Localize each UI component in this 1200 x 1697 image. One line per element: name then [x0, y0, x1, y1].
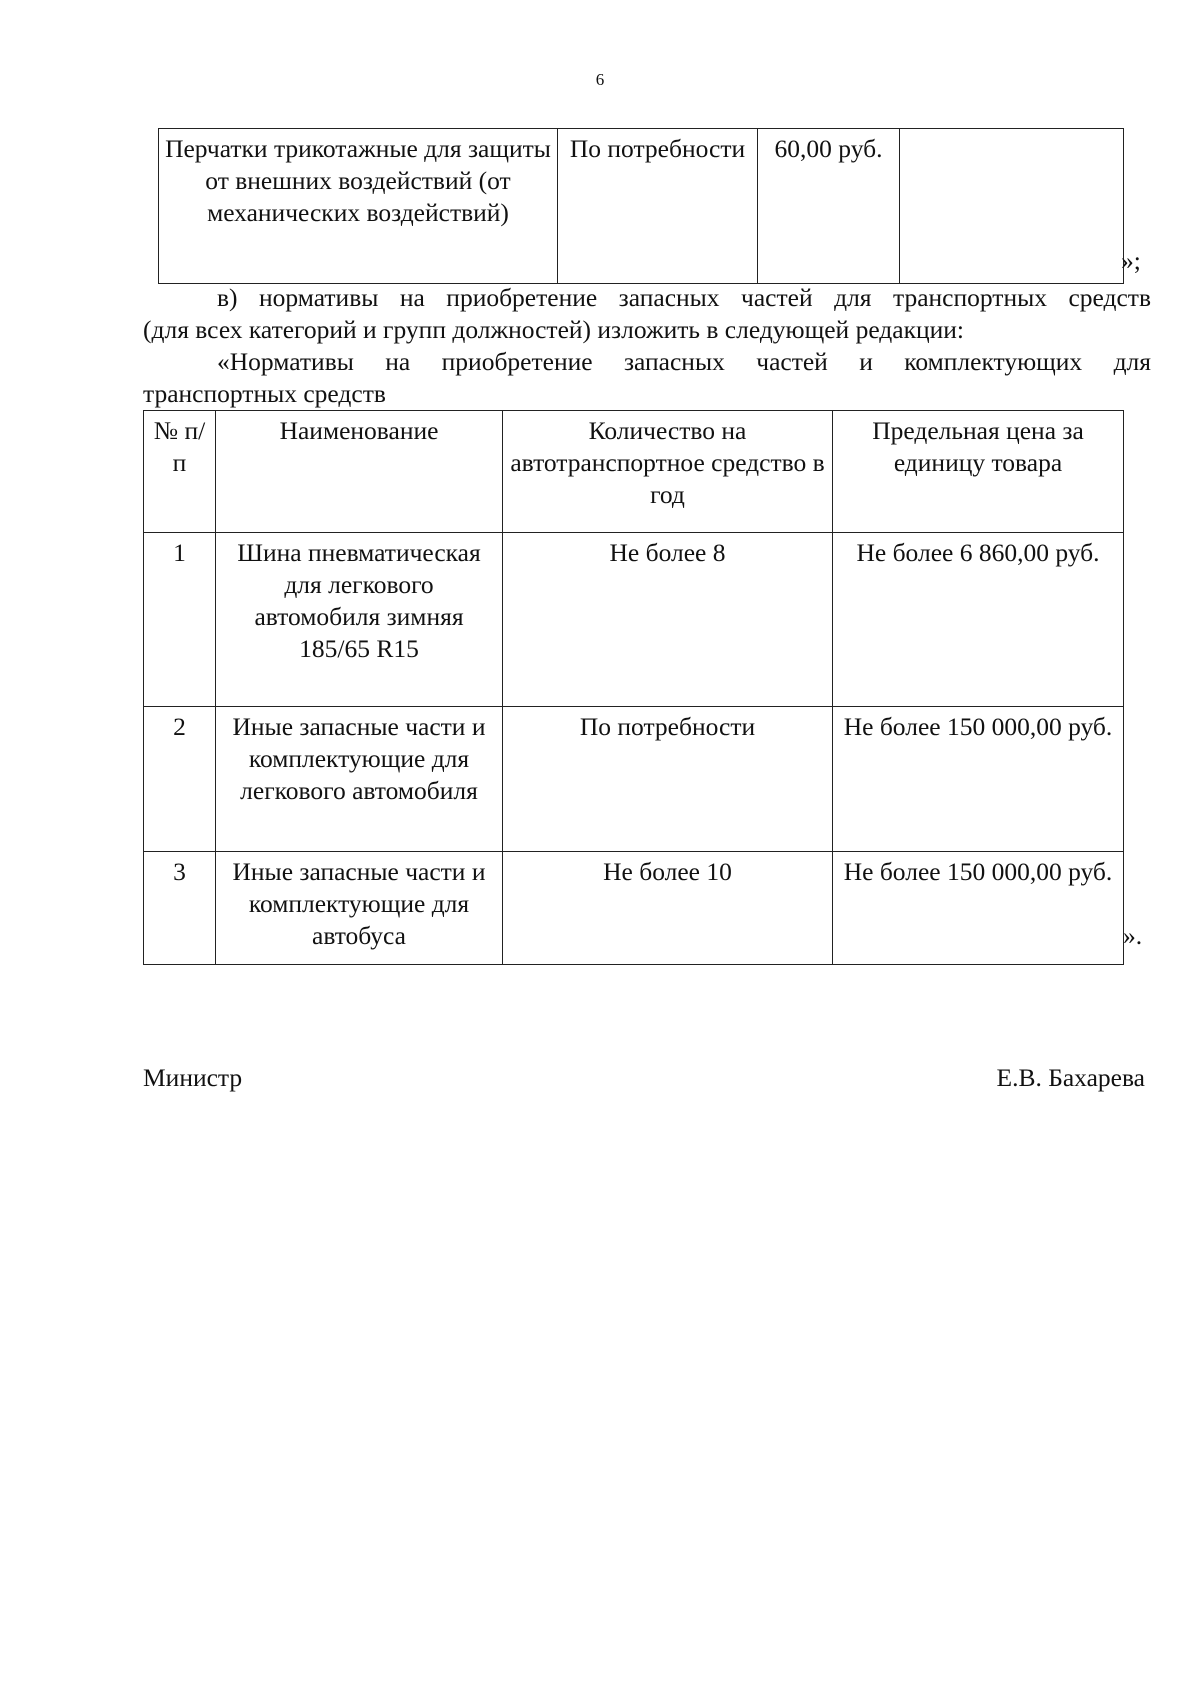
- row-name: Иные запасные части и комплектующие для автобуса: [216, 852, 503, 965]
- page-number: 6: [595, 70, 605, 89]
- row-quantity: По потребности: [503, 707, 833, 852]
- row-num: 2: [144, 707, 216, 852]
- table-row: [144, 533, 1124, 707]
- header-quantity: Количество на автотранспортное средство в год: [503, 411, 833, 533]
- cell-quantity: По потребности: [558, 129, 758, 284]
- row-name: Шина пневматическая для легкового автомобиля зимняя 185/65 R15: [216, 533, 503, 707]
- row-price: Не более 150 000,00 руб.: [833, 852, 1124, 965]
- header-num: № п/п: [144, 411, 216, 533]
- row-num: 1: [144, 533, 216, 707]
- spare-parts-table: [143, 410, 1124, 965]
- table-heading-line-2: транспортных средств: [143, 379, 386, 408]
- paragraph-b: [143, 282, 1151, 346]
- signatory-name: Е.В. Бахарева: [996, 1063, 1145, 1092]
- header-price: Предельная цена за единицу товара: [833, 411, 1124, 533]
- table-header-row: [144, 411, 1124, 533]
- row-quantity: Не более 10: [503, 852, 833, 965]
- row-price: Не более 6 860,00 руб.: [833, 533, 1124, 707]
- cell-price: 60,00 руб.: [758, 129, 900, 284]
- table-row: [144, 707, 1124, 852]
- table-heading: [143, 346, 1151, 410]
- paragraph-b-line-2: (для всех категорий и групп должностей) изложить в следующей редакции:: [143, 315, 965, 344]
- table-row: [144, 852, 1124, 965]
- row-quantity: Не более 8: [503, 533, 833, 707]
- continued-table: [158, 128, 1124, 284]
- header-name: Наименование: [216, 411, 503, 533]
- signatory-position: Министр: [143, 1063, 243, 1092]
- closing-quote: »;: [1121, 246, 1141, 275]
- row-name: Иные запасные части и комплектующие для легкового автомобиля: [216, 707, 503, 852]
- cell-extra: [900, 129, 1124, 284]
- table-row: [159, 129, 1124, 284]
- paragraph-b-line-1: в) нормативы на приобретение запасных частей для транспортных средств: [217, 283, 1151, 312]
- row-price: Не более 150 000,00 руб.: [833, 707, 1124, 852]
- closing-quote: ».: [1123, 921, 1143, 950]
- table-heading-line-1: «Нормативы на приобретение запасных частей и комплектующих для: [217, 347, 1151, 376]
- cell-name: Перчатки трикотажные для защиты от внешних воздействий (от механических воздействий): [159, 129, 558, 284]
- row-num: 3: [144, 852, 216, 965]
